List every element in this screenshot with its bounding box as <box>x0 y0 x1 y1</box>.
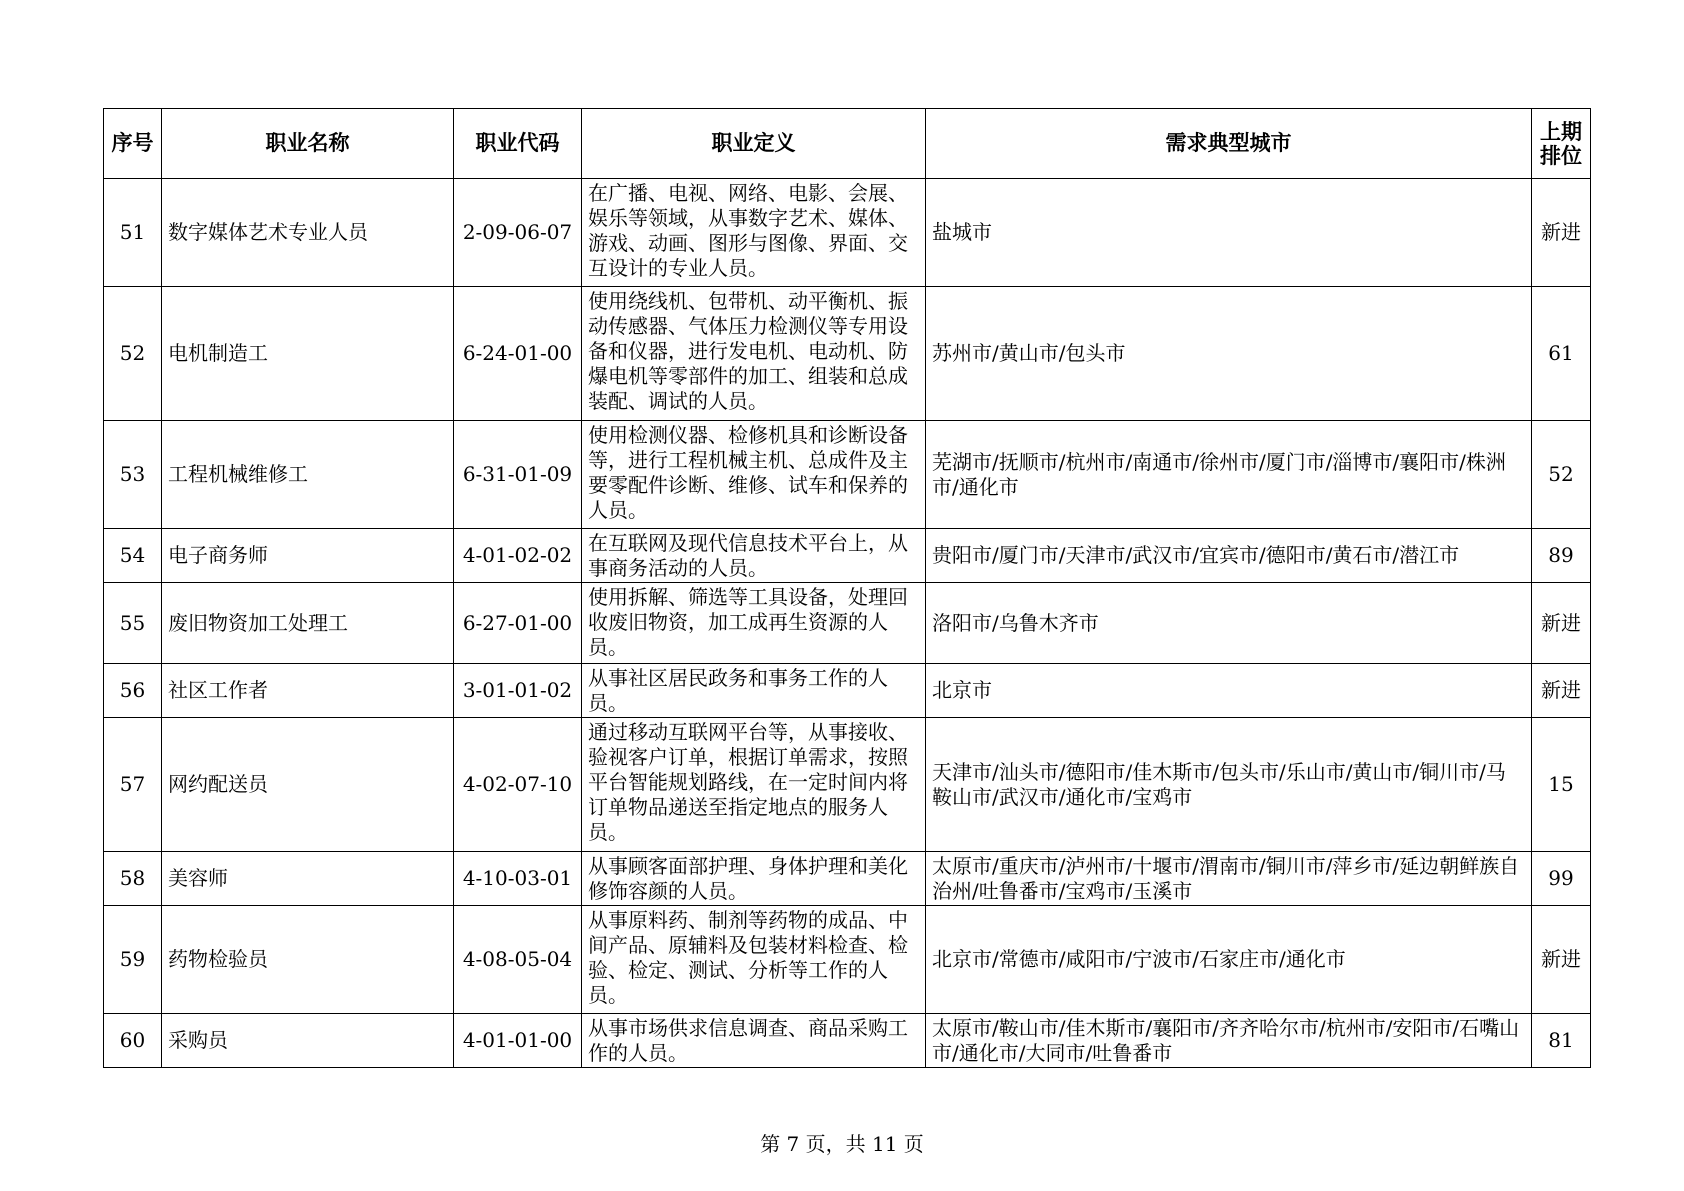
row-definition: 在广播、电视、网络、电影、会展、娱乐等领域，从事数字艺术、媒体、游戏、动画、图形与图像、界面、交互设计的专业人员。 <box>582 179 926 287</box>
row-name: 废旧物资加工处理工 <box>162 583 454 664</box>
row-index: 52 <box>104 287 162 421</box>
row-code: 2-09-06-07 <box>454 179 582 287</box>
table-row <box>104 664 1591 718</box>
row-cities: 盐城市 <box>926 179 1532 287</box>
row-cities: 太原市/鞍山市/佳木斯市/襄阳市/齐齐哈尔市/杭州市/安阳市/石嘴山市/通化市/大同市/吐鲁番市 <box>926 1014 1532 1068</box>
row-definition: 从事原料药、制剂等药物的成品、中间产品、原辅料及包装材料检查、检验、检定、测试、分析等工作的人员。 <box>582 906 926 1014</box>
table-row <box>104 906 1591 1014</box>
row-definition: 通过移动互联网平台等，从事接收、验视客户订单，根据订单需求，按照平台智能规划路线，在一定时间内将订单物品递送至指定地点的服务人员。 <box>582 718 926 852</box>
row-code: 6-31-01-09 <box>454 421 582 529</box>
header-index: 序号 <box>104 109 162 179</box>
row-definition: 从事市场供求信息调查、商品采购工作的人员。 <box>582 1014 926 1068</box>
header-prev-rank <box>1532 109 1591 179</box>
row-prev-rank: 52 <box>1532 421 1591 529</box>
row-code: 4-10-03-01 <box>454 852 582 906</box>
row-name: 网约配送员 <box>162 718 454 852</box>
row-definition: 使用检测仪器、检修机具和诊断设备等，进行工程机械主机、总成件及主要零配件诊断、维修、试车和保养的人员。 <box>582 421 926 529</box>
header-code: 职业代码 <box>454 109 582 179</box>
header-prev-rank-line2: 排位 <box>1540 143 1582 168</box>
row-prev-rank: 89 <box>1532 529 1591 583</box>
row-cities: 北京市/常德市/咸阳市/宁波市/石家庄市/通化市 <box>926 906 1532 1014</box>
row-code: 4-01-02-02 <box>454 529 582 583</box>
page-number-footer: 第 7 页，共 11 页 <box>760 1132 924 1156</box>
row-index: 58 <box>104 852 162 906</box>
row-code: 4-01-01-00 <box>454 1014 582 1068</box>
row-index: 54 <box>104 529 162 583</box>
row-index: 59 <box>104 906 162 1014</box>
row-cities: 贵阳市/厦门市/天津市/武汉市/宜宾市/德阳市/黄石市/潜江市 <box>926 529 1532 583</box>
row-index: 53 <box>104 421 162 529</box>
header-definition: 职业定义 <box>582 109 926 179</box>
row-index: 60 <box>104 1014 162 1068</box>
row-code: 6-24-01-00 <box>454 287 582 421</box>
table-row <box>104 583 1591 664</box>
row-name: 数字媒体艺术专业人员 <box>162 179 454 287</box>
row-prev-rank: 15 <box>1532 718 1591 852</box>
table-row <box>104 1014 1591 1068</box>
row-name: 药物检验员 <box>162 906 454 1014</box>
row-cities: 洛阳市/乌鲁木齐市 <box>926 583 1532 664</box>
header-name: 职业名称 <box>162 109 454 179</box>
row-name: 电机制造工 <box>162 287 454 421</box>
table-row <box>104 529 1591 583</box>
row-cities: 天津市/汕头市/德阳市/佳木斯市/包头市/乐山市/黄山市/铜川市/马鞍山市/武汉市/通化市/宝鸡市 <box>926 718 1532 852</box>
row-definition: 从事顾客面部护理、身体护理和美化修饰容颜的人员。 <box>582 852 926 906</box>
row-code: 4-08-05-04 <box>454 906 582 1014</box>
row-definition: 从事社区居民政务和事务工作的人员。 <box>582 664 926 718</box>
table-row <box>104 421 1591 529</box>
row-prev-rank: 81 <box>1532 1014 1591 1068</box>
table-row <box>104 718 1591 852</box>
row-prev-rank: 新进 <box>1532 664 1591 718</box>
row-definition: 在互联网及现代信息技术平台上，从事商务活动的人员。 <box>582 529 926 583</box>
row-definition: 使用拆解、筛选等工具设备，处理回收废旧物资，加工成再生资源的人员。 <box>582 583 926 664</box>
row-index: 55 <box>104 583 162 664</box>
row-cities: 芜湖市/抚顺市/杭州市/南通市/徐州市/厦门市/淄博市/襄阳市/株洲市/通化市 <box>926 421 1532 529</box>
row-name: 工程机械维修工 <box>162 421 454 529</box>
table-row <box>104 852 1591 906</box>
row-code: 6-27-01-00 <box>454 583 582 664</box>
occupation-table <box>103 108 1591 1068</box>
row-code: 3-01-01-02 <box>454 664 582 718</box>
row-name: 采购员 <box>162 1014 454 1068</box>
row-name: 美容师 <box>162 852 454 906</box>
row-prev-rank: 新进 <box>1532 179 1591 287</box>
row-index: 56 <box>104 664 162 718</box>
row-prev-rank: 99 <box>1532 852 1591 906</box>
table-row <box>104 179 1591 287</box>
row-index: 57 <box>104 718 162 852</box>
row-cities: 苏州市/黄山市/包头市 <box>926 287 1532 421</box>
table-header-row <box>104 109 1591 179</box>
header-prev-rank-line1: 上期 <box>1540 119 1582 144</box>
row-name: 社区工作者 <box>162 664 454 718</box>
row-name: 电子商务师 <box>162 529 454 583</box>
row-index: 51 <box>104 179 162 287</box>
row-prev-rank: 61 <box>1532 287 1591 421</box>
header-cities: 需求典型城市 <box>926 109 1532 179</box>
row-prev-rank: 新进 <box>1532 583 1591 664</box>
row-cities: 太原市/重庆市/泸州市/十堰市/渭南市/铜川市/萍乡市/延边朝鲜族自治州/吐鲁番市/宝鸡市/玉溪市 <box>926 852 1532 906</box>
row-prev-rank: 新进 <box>1532 906 1591 1014</box>
row-code: 4-02-07-10 <box>454 718 582 852</box>
row-definition: 使用绕线机、包带机、动平衡机、振动传感器、气体压力检测仪等专用设备和仪器，进行发电机、电动机、防爆电机等零部件的加工、组装和总成装配、调试的人员。 <box>582 287 926 421</box>
table-row <box>104 287 1591 421</box>
row-cities: 北京市 <box>926 664 1532 718</box>
